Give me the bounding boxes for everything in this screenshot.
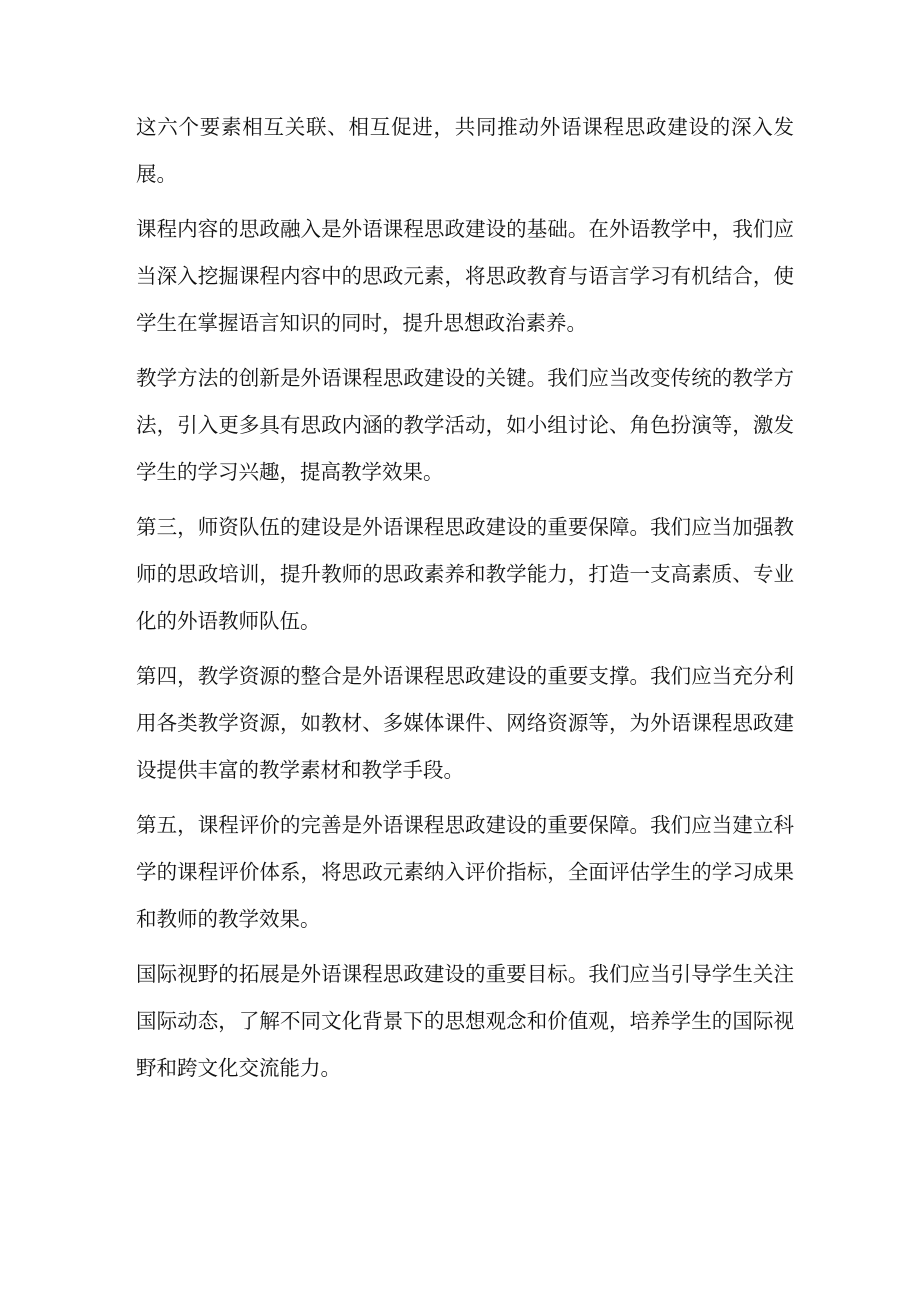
paragraph-5: 第四，教学资源的整合是外语课程思政建设的重要支撑。我们应当充分利用各类教学资源，如教材、多媒体课件、网络资源等，为外语课程思政建设提供丰富的教学素材和教学手段。 [136,664,794,782]
paragraph-2: 课程内容的思政融入是外语课程思政建设的基础。在外语教学中，我们应当深入挖掘课程内容中的思政元素，将思政教育与语言学习有机结合，使学生在掌握语言知识的同时，提升思想政治素养。 [136,217,794,335]
document-body [136,104,794,1100]
paragraph-6: 第五，课程评价的完善是外语课程思政建设的重要保障。我们应当建立科学的课程评价体系，将思政元素纳入评价指标，全面评估学生的学习成果和教师的教学效果。 [136,813,794,931]
paragraph-1: 这六个要素相互关联、相互促进，共同推动外语课程思政建设的深入发展。 [136,115,794,186]
paragraph-7: 国际视野的拓展是外语课程思政建设的重要目标。我们应当引导学生关注国际动态，了解不同文化背景下的思想观念和价值观，培养学生的国际视野和跨文化交流能力。 [136,962,794,1080]
paragraph-3: 教学方法的创新是外语课程思政建设的关键。我们应当改变传统的教学方法，引入更多具有思政内涵的教学活动，如小组讨论、角色扮演等，激发学生的学习兴趣，提高教学效果。 [136,366,794,484]
paragraph-4: 第三，师资队伍的建设是外语课程思政建设的重要保障。我们应当加强教师的思政培训，提升教师的思政素养和教学能力，打造一支高素质、专业化的外语教师队伍。 [136,515,794,633]
